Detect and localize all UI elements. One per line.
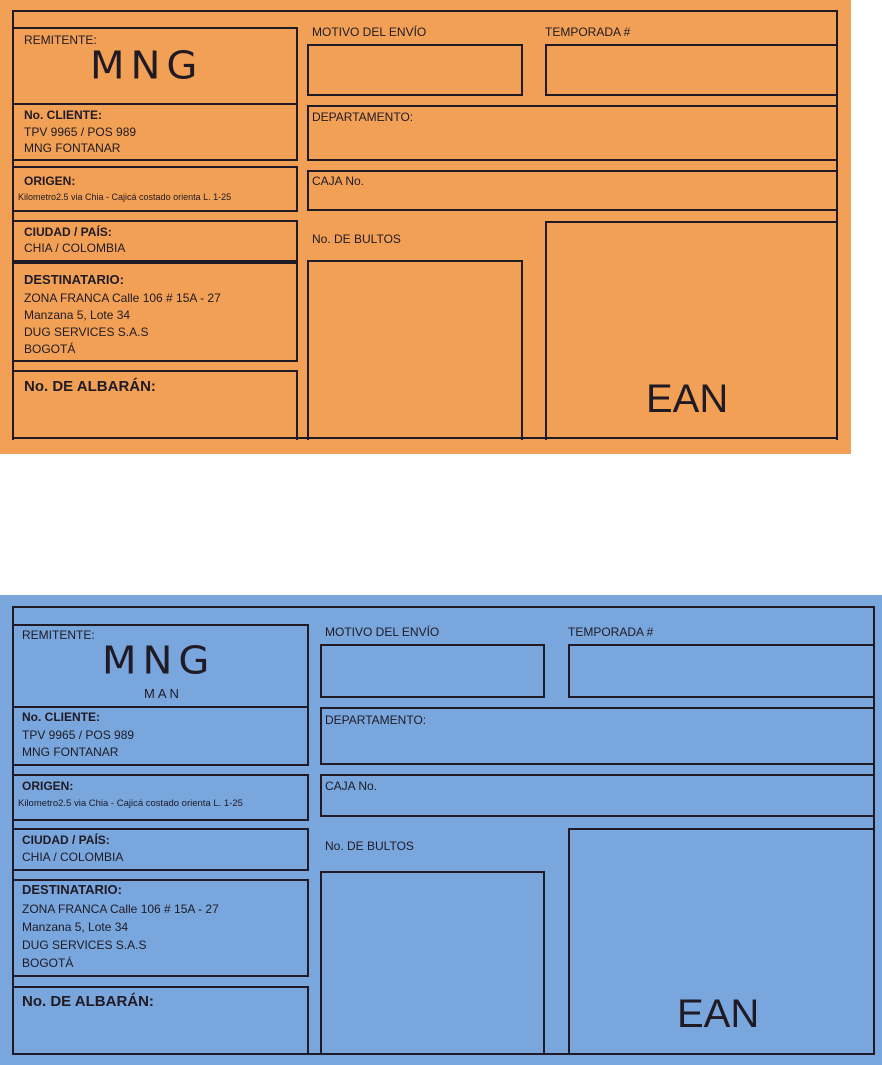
dest-line1: ZONA FRANCA Calle 106 # 15A - 27	[22, 902, 219, 916]
origen-label: ORIGEN:	[24, 174, 76, 188]
ciudad-value: CHIA / COLOMBIA	[22, 850, 124, 864]
cliente-line2: MNG FONTANAR	[24, 141, 121, 155]
bottom-rule	[12, 437, 838, 439]
bultos-box	[320, 871, 545, 1054]
dest-line4: BOGOTÁ	[24, 342, 76, 356]
no-cliente-label: No. CLIENTE:	[22, 710, 100, 724]
cliente-line1: TPV 9965 / POS 989	[22, 728, 135, 742]
mng-logo: MNG	[90, 44, 204, 88]
dest-line1: ZONA FRANCA Calle 106 # 15A - 27	[24, 291, 221, 305]
bultos-box	[307, 260, 523, 440]
dest-line4: BOGOTÁ	[22, 956, 74, 970]
ciudad-value: CHIA / COLOMBIA	[24, 241, 126, 255]
destinatario-label: DESTINATARIO:	[24, 272, 124, 287]
ean-label: EAN	[646, 377, 729, 421]
bultos-label: No. DE BULTOS	[325, 839, 414, 853]
caja-box	[320, 774, 875, 817]
ciudad-label: CIUDAD / PAÍS:	[24, 225, 112, 239]
temporada-label: TEMPORADA #	[545, 25, 631, 39]
caja-label: CAJA No.	[325, 779, 378, 793]
motivo-label: MOTIVO DEL ENVÍO	[325, 625, 440, 639]
dest-line3: DUG SERVICES S.A.S	[22, 938, 147, 952]
origen-value: Kilometro2.5 via Chia - Cajicá costado orienta L. 1-25	[18, 192, 232, 202]
motivo-box	[307, 44, 523, 96]
motivo-box	[320, 644, 545, 698]
departamento-label: DEPARTAMENTO:	[312, 110, 414, 124]
temporada-label: TEMPORADA #	[568, 625, 654, 639]
caja-box	[307, 170, 838, 211]
temporada-box	[545, 44, 838, 96]
dest-line2: Manzana 5, Lote 34	[24, 308, 131, 322]
albaran-label: No. DE ALBARÁN:	[24, 378, 156, 395]
bottom-rule	[12, 1053, 875, 1055]
shipping-label-orange	[0, 0, 851, 454]
remitente-label: REMITENTE:	[22, 628, 95, 642]
albaran-label: No. DE ALBARÁN:	[22, 993, 154, 1010]
caja-label: CAJA No.	[312, 174, 365, 188]
man-logo-subtitle: MAN	[144, 686, 182, 701]
origen-value: Kilometro2.5 via Chia - Cajicá costado orienta L. 1-25	[18, 798, 243, 809]
destinatario-label: DESTINATARIO:	[22, 882, 122, 897]
motivo-label: MOTIVO DEL ENVÍO	[312, 25, 427, 39]
dest-line3: DUG SERVICES S.A.S	[24, 325, 149, 339]
shipping-label-blue	[0, 595, 882, 1065]
remitente-label: REMITENTE:	[24, 33, 97, 47]
cliente-line1: TPV 9965 / POS 989	[24, 125, 137, 139]
departamento-label: DEPARTAMENTO:	[325, 713, 427, 727]
no-cliente-label: No. CLIENTE:	[24, 108, 102, 122]
mng-logo: MNG	[102, 639, 216, 683]
ean-label: EAN	[677, 992, 760, 1036]
dest-line2: Manzana 5, Lote 34	[22, 920, 129, 934]
bultos-label: No. DE BULTOS	[312, 232, 401, 246]
origen-label: ORIGEN:	[22, 779, 74, 793]
temporada-box	[568, 644, 875, 698]
ciudad-label: CIUDAD / PAÍS:	[22, 833, 110, 847]
cliente-line2: MNG FONTANAR	[22, 745, 119, 759]
origen-box	[12, 166, 298, 212]
